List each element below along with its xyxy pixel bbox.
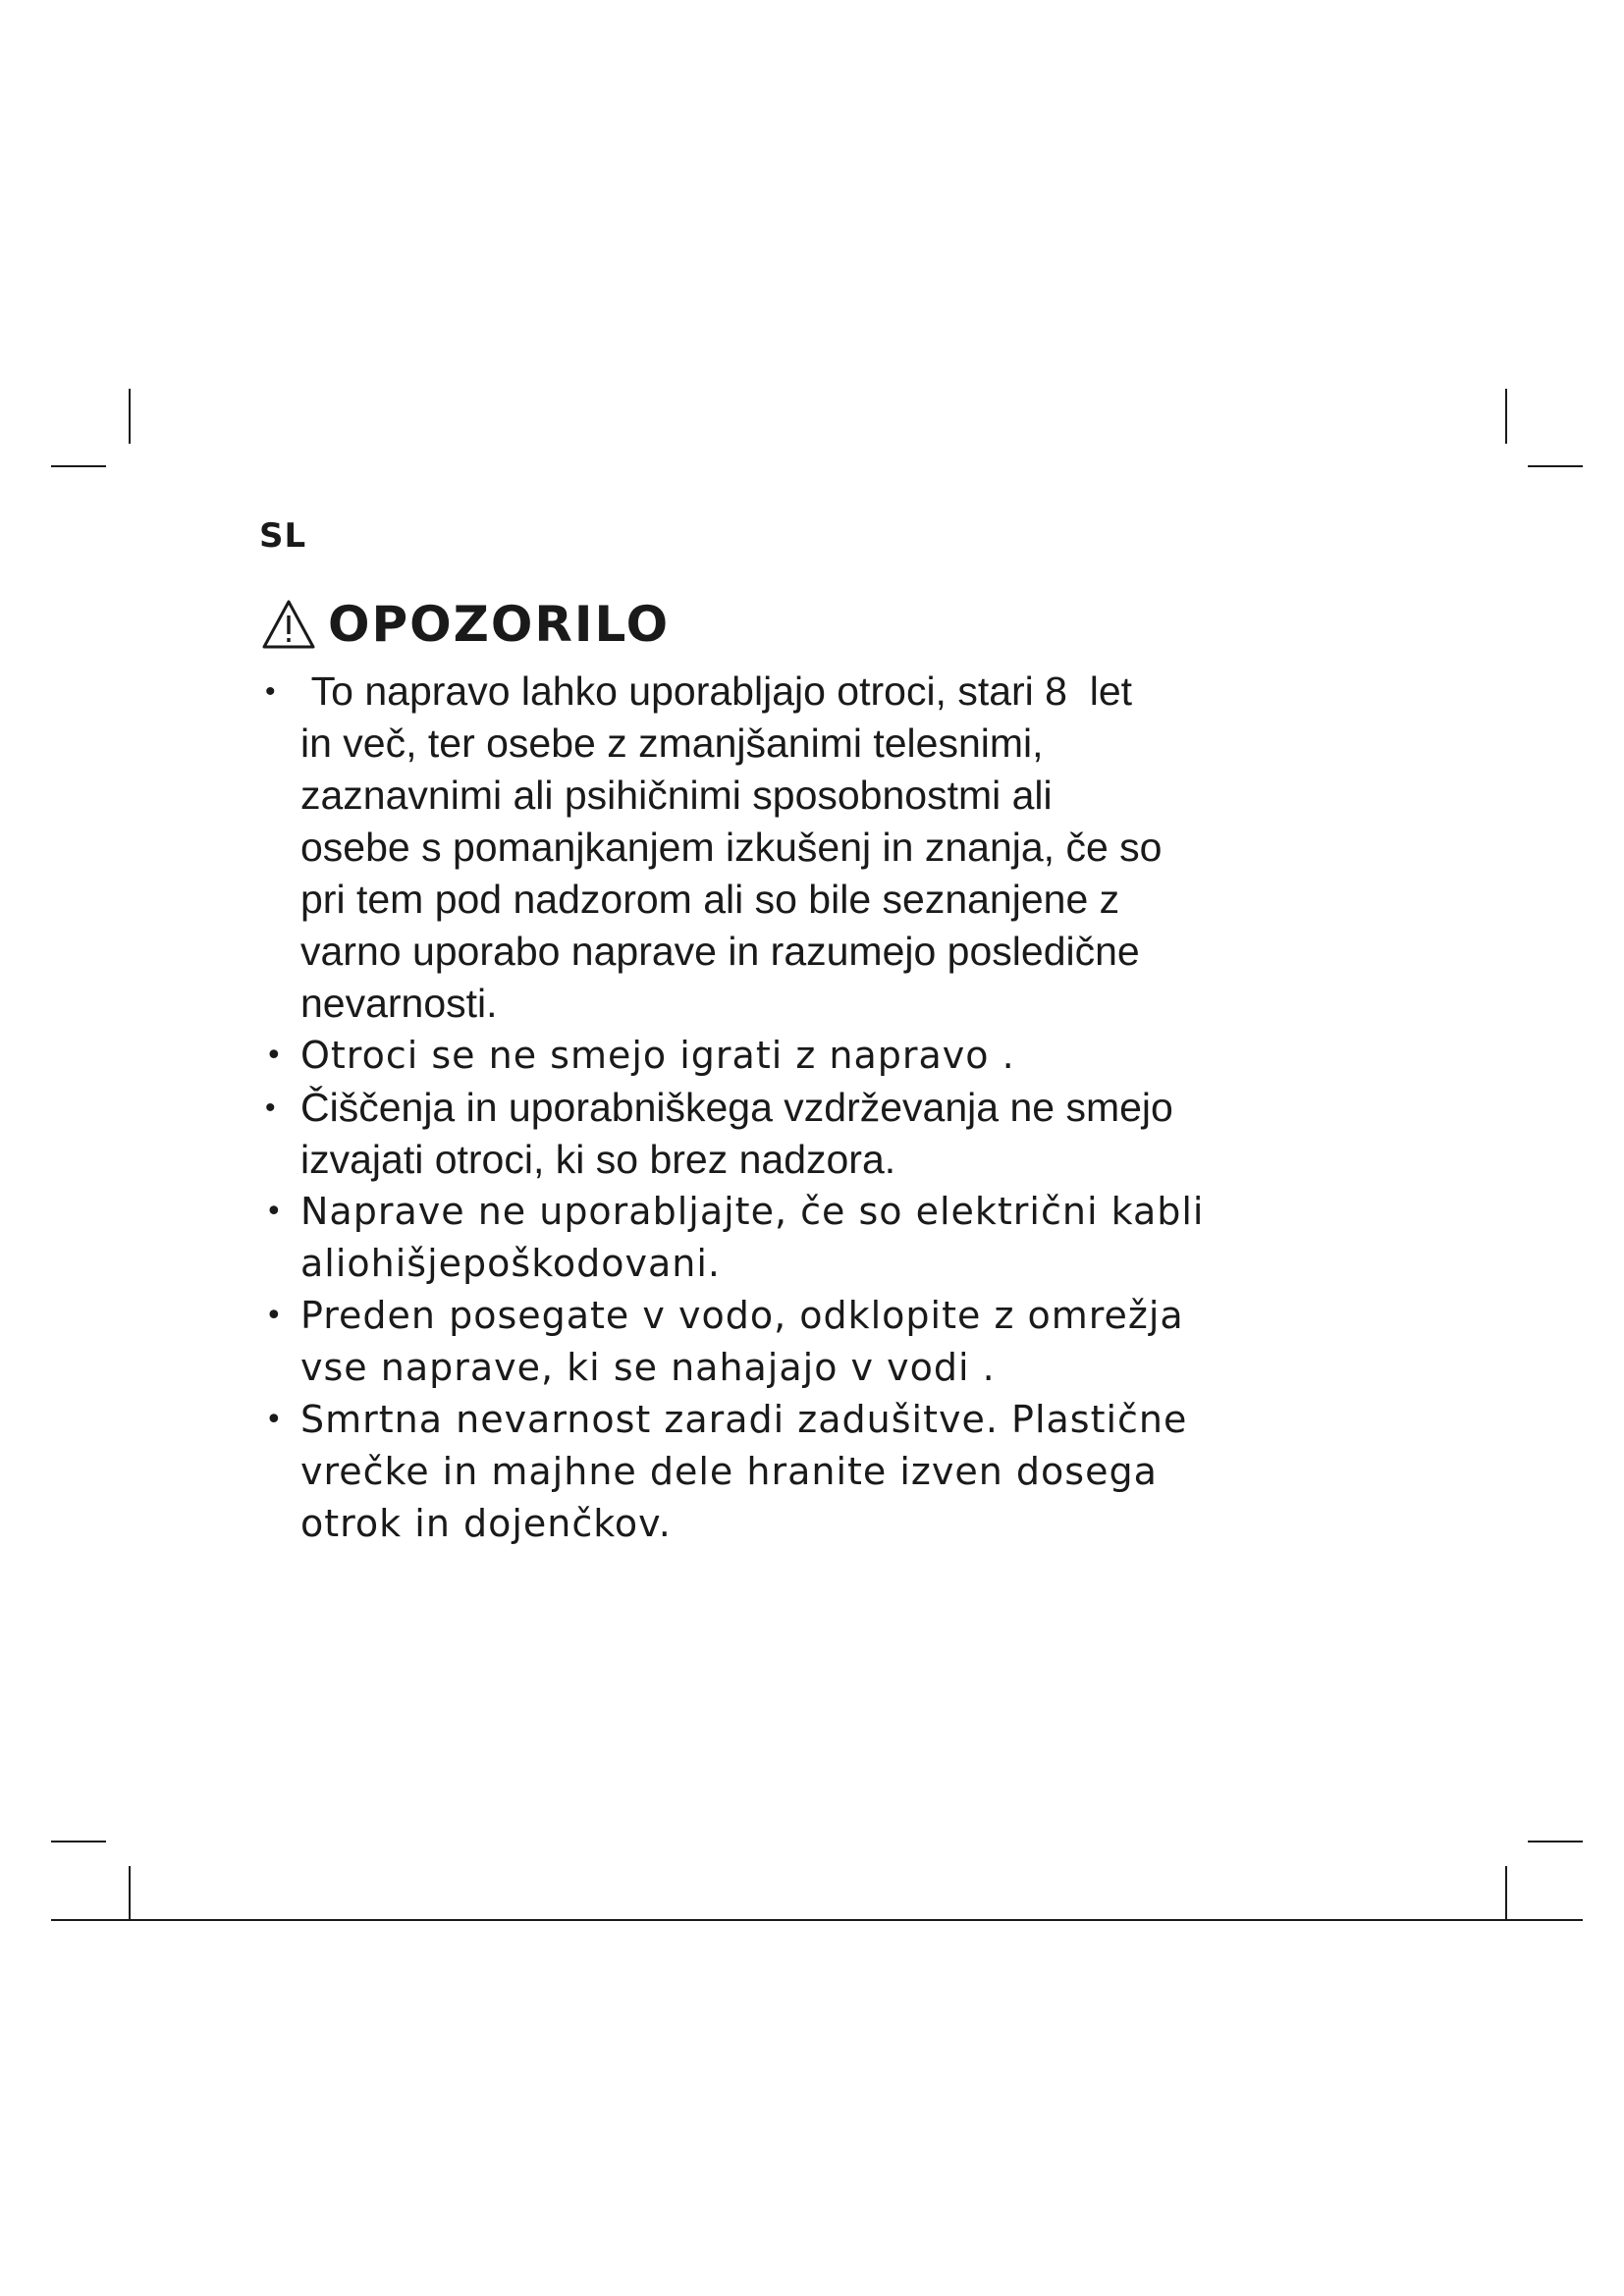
list-item-line: aliohišjepoškodovani. <box>300 1242 721 1285</box>
bullet: • <box>265 1195 284 1229</box>
bullet: • <box>265 1039 284 1073</box>
list-item-line: in več, ter osebe z zmanjšanimi telesnimi, <box>300 721 1044 766</box>
crop-mark-top-left-vertical <box>129 389 131 444</box>
crop-mark-bottom-right-horizontal <box>1528 1841 1583 1842</box>
list-item <box>265 1290 1365 1394</box>
list-item-line: To napravo lahko uporabljajo otroci, stari 8 let <box>300 668 1133 714</box>
list-item-line: Otroci se ne smejo igrati z napravo . <box>300 1034 1015 1077</box>
list-item-line: Preden posegate v vodo, odklopite z omrežja <box>300 1294 1184 1337</box>
heading-title: OPOZORILO <box>328 596 671 653</box>
list-item-line: vrečke in majhne dele hranite izven dosega <box>300 1450 1158 1493</box>
list-item <box>265 1030 1365 1082</box>
list-item-line: varno uporabo naprave in razumejo posledične <box>300 929 1140 974</box>
language-code: SL <box>259 516 307 556</box>
list-item <box>265 1082 1365 1186</box>
list-item-line: zaznavnimi ali psihičnimi sposobnostmi ali <box>300 773 1053 818</box>
list-item <box>265 1394 1365 1550</box>
crop-mark-top-right-vertical <box>1505 389 1507 444</box>
crop-mark-bottom-right-vertical <box>1505 1866 1507 1921</box>
bullet: • <box>265 1092 276 1124</box>
crop-mark-top-left-horizontal <box>51 465 106 467</box>
list-item-line: Smrtna nevarnost zaradi zadušitve. Plastične <box>300 1398 1188 1441</box>
bullet: • <box>265 1299 284 1333</box>
list-item <box>265 666 1365 1030</box>
list-item-line: osebe s pomanjkanjem izkušenj in znanja, če so <box>300 825 1163 870</box>
crop-mark-bottom-left-horizontal <box>51 1841 106 1842</box>
list-item-line: nevarnosti. <box>300 981 498 1026</box>
list-item-line: izvajati otroci, ki so brez nadzora. <box>300 1137 896 1182</box>
list-item-line: pri tem pod nadzorom ali so bile seznanjene z <box>300 877 1120 922</box>
bullet: • <box>265 1403 284 1437</box>
list-item-line: Čiščenja in uporabniškega vzdrževanja ne smejo <box>300 1085 1173 1130</box>
warning-list <box>265 666 1365 1550</box>
warning-triangle-icon <box>261 599 316 650</box>
crop-mark-top-right-horizontal <box>1528 465 1583 467</box>
list-item-line: otrok in dojenčkov. <box>300 1502 672 1545</box>
list-item <box>265 1186 1365 1290</box>
crop-mark-bottom-left-vertical <box>129 1866 131 1921</box>
bullet: • <box>265 675 276 708</box>
list-item-line: Naprave ne uporabljajte, če so električni kabli <box>300 1190 1205 1233</box>
page-trim-line <box>51 1919 1583 1921</box>
warning-heading <box>261 596 671 653</box>
list-item-line: vse naprave, ki se nahajajo v vodi . <box>300 1346 996 1389</box>
